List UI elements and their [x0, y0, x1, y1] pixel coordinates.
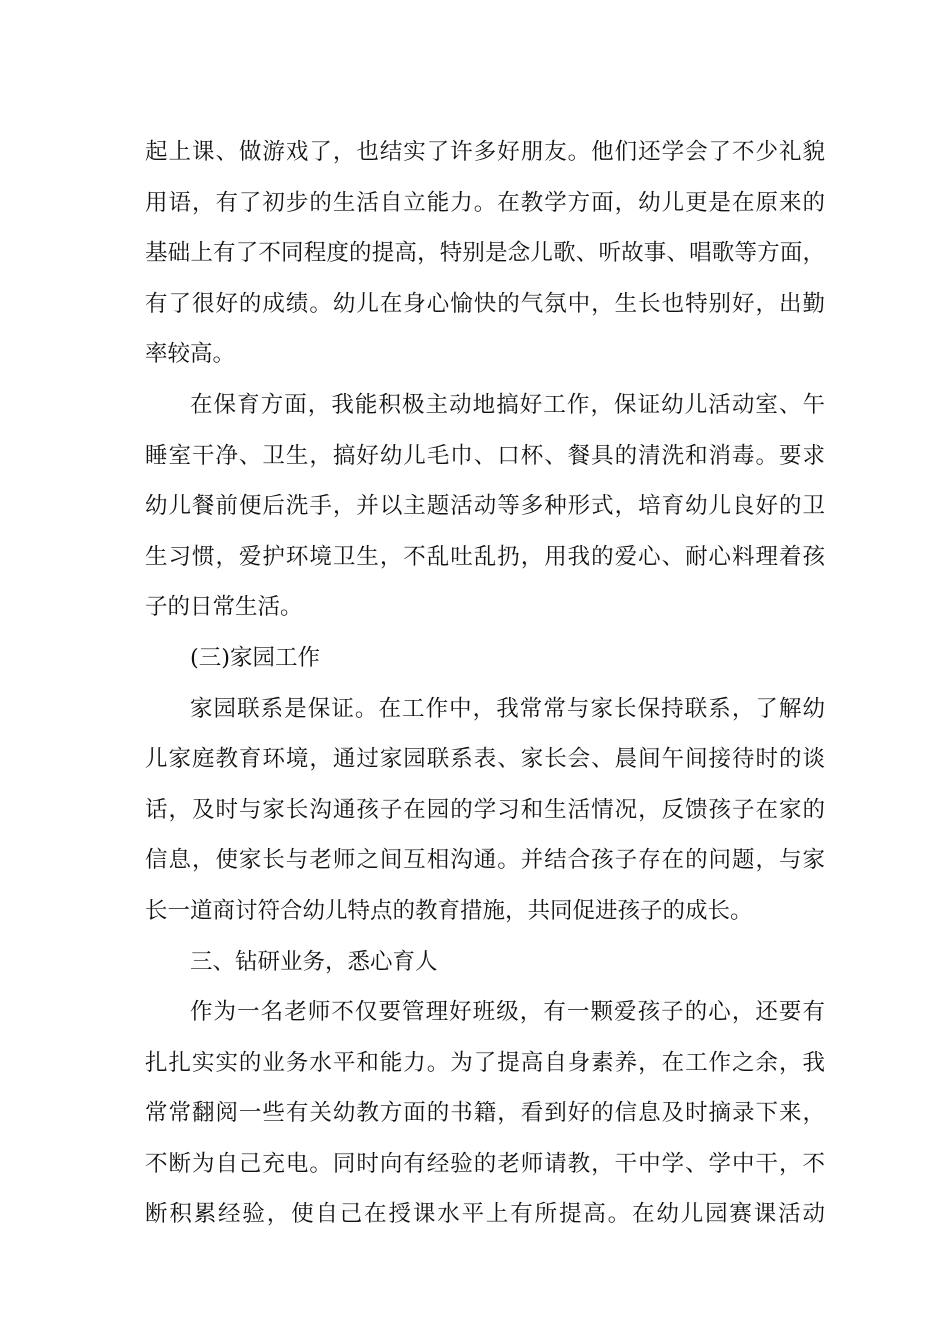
paragraph-start-research: 作为一名老师不仅要管理好班级，有一颗爱孩子的心，还要有: [190, 999, 825, 1026]
text-line-15: 信息，使家长与老师之间互相沟通。并结合孩子存在的问题，与家: [145, 847, 825, 874]
text-line-2: 用语，有了初步的生活自立能力。在教学方面，幼儿更是在原来的: [145, 189, 825, 216]
text-line-10: 子的日常生活。: [145, 594, 303, 621]
text-line-13: 儿家庭教育环境，通过家园联系表、家长会、晨间午间接待时的谈: [145, 746, 825, 773]
text-line-20: 常常翻阅一些有关幼教方面的书籍，看到好的信息及时摘录下来，: [145, 1100, 825, 1127]
paragraph-start-childcare: 在保育方面，我能积极主动地搞好工作，保证幼儿活动室、午: [190, 391, 825, 418]
text-line-5: 率较高。: [145, 341, 236, 368]
document-body: [145, 127, 825, 1240]
section-heading-research: 三、钻研业务，悉心育人: [190, 948, 438, 975]
text-line-7: 睡室干净、卫生，搞好幼儿毛巾、口杯、餐具的清洗和消毒。要求: [145, 442, 825, 469]
text-line-19: 扎扎实实的业务水平和能力。为了提高自身素养，在工作之余，我: [145, 1049, 825, 1076]
text-line-8: 幼儿餐前便后洗手，并以主题活动等多种形式，培育幼儿良好的卫: [145, 493, 825, 520]
text-line-21: 不断为自己充电。同时向有经验的老师请教，干中学、学中干，不: [145, 1150, 825, 1177]
text-line-16: 长一道商讨符合幼儿特点的教育措施，共同促进孩子的成长。: [145, 897, 753, 924]
section-heading-home-school: (三)家园工作: [190, 644, 321, 671]
text-line-3: 基础上有了不同程度的提高，特别是念儿歌、听故事、唱歌等方面，: [145, 240, 825, 267]
paragraph-start-home-school: 家园联系是保证。在工作中，我常常与家长保持联系，了解幼: [190, 695, 825, 722]
text-line-9: 生习惯，爱护环境卫生，不乱吐乱扔，用我的爱心、耐心料理着孩: [145, 543, 825, 570]
text-line-4: 有了很好的成绩。幼儿在身心愉快的气氛中，生长也特别好，出勤: [145, 290, 825, 317]
text-line-14: 话，及时与家长沟通孩子在园的学习和生活情况，反馈孩子在家的: [145, 796, 825, 823]
text-line-22: 断积累经验，使自己在授课水平上有所提高。在幼儿园赛课活动: [145, 1201, 825, 1228]
text-line-1: 起上课、做游戏了，也结实了许多好朋友。他们还学会了不少礼貌: [145, 139, 825, 165]
